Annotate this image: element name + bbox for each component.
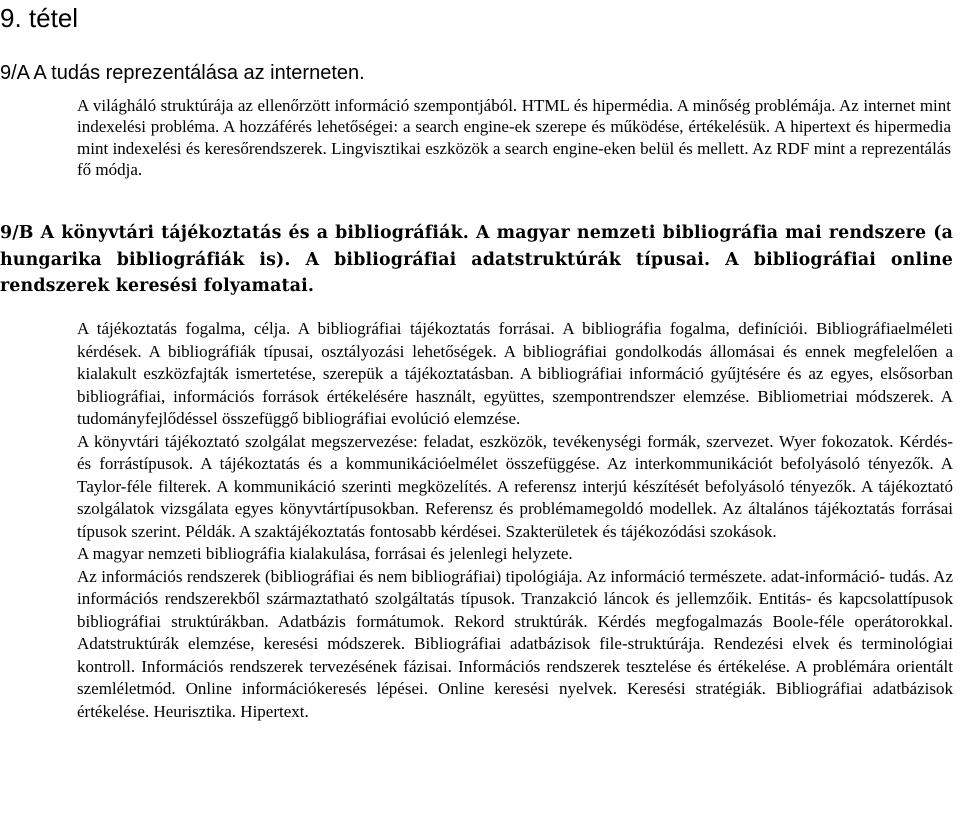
- section-b-paragraph: Az információs rendszerek (bibliográfiai és nem bibliográfiai) tipológiája. Az információ természete. adat-információ- tudás. Az információs rendszerekből származtatható szolgáltatás típusok. Tranzakció láncok és jellemzőik. Entitás- és kapcsolattípusok bibliográfiai struktúrákban. Adatbázis formátumok. Rekord struktúrák. Kérdés megfogalmazás Boole-féle operátorokkal. Adatstruktúrák elemzése, keresési módszerek. Bibliográfiai adatbázisok file-struktúrája. Rendezési elvek és terminológiai kontroll. Információs rendszerek tervezésének fázisai. Információs rendszerek tesztelése és értékelése. A problémára orientált szemléletmód. Online információkeresés lépései. Online keresési nyelvek. Keresési stratégiák. Bibliográfiai adatbázisok értékelése. Heurisztika. Hipertext.: [77, 566, 953, 721]
- section-b-paragraph: A könyvtári tájékoztató szolgálat megszervezése: feladat, eszközök, tevékenységi formák, szervezet. Wyer fokozatok. Kérdés- és forrástípusok. A tájékoztatás és a kommunikációelmélet összefüggése. Az interkommunikációt befolyásoló tényezők. A Taylor-féle filterek. A kommunikáció szerinti megközelítés. A referensz interjú készítését befolyásoló tényezők. A tájékoztató szolgálatok vizsgálata egyes könyvtártípusokban. Referensz és problémamegoldó modellek. Az általános tájékoztatás forrásai típusok szerint. Példák. A szaktájékoztatás fontosabb kérdései. Szakterületek és tájékozódási szokások.: [77, 431, 953, 541]
- section-a-text: A világháló struktúrája az ellenőrzött információ szempontjából. HTML és hipermédia. A minőség problémája. Az internet mint indexelési probléma. A hozzáférés lehetőségei: a search engine-ek szerepe és működése, értékelésük. A hipertext és hipermedia mint indexelési és keresőrendszerek. Lingvisztikai eszközök a search engine-eken belül és mellett. Az RDF mint a reprezentálás fő módja.: [77, 96, 951, 179]
- document-title: 9. tétel: [0, 3, 79, 33]
- section-b-heading: 9/B A könyvtári tájékoztatás és a bibliográfiák. A magyar nemzeti bibliográfia mai rendszere (a hungarika bibliográfiák is). A bibliográfiai adatstruktúrák típusai. A bibliográfiai online rendszerek keresési folyamatai.: [0, 223, 953, 297]
- section-b-body: [77, 318, 953, 723]
- section-a-heading: 9/A A tudás reprezentálása az interneten.: [0, 62, 365, 84]
- section-b-paragraph: A tájékoztatás fogalma, célja. A bibliográfiai tájékoztatás forrásai. A bibliográfia fogalma, definíciói. Bibliográfiaelméleti kérdések. A bibliográfiák típusai, osztályozási lehetőségek. A bibliográfiai gondolkodás állomásai és ennek megfelelően a kialakult eszközfajták ismertetése, szerepük a tájékoztatásban. A bibliográfiai információ gyűjtésére és az egyes, elsősorban bibliográfiai, információs források értékelésére használt, együttes, szempontrendszer elemzése. Bibliometriai módszerek. A tudományfejlődéssel összefüggő bibliográfiai evolúció elemzése.: [77, 319, 953, 428]
- section-b-paragraph: A magyar nemzeti bibliográfia kialakulása, forrásai és jelenlegi helyzete.: [77, 544, 573, 563]
